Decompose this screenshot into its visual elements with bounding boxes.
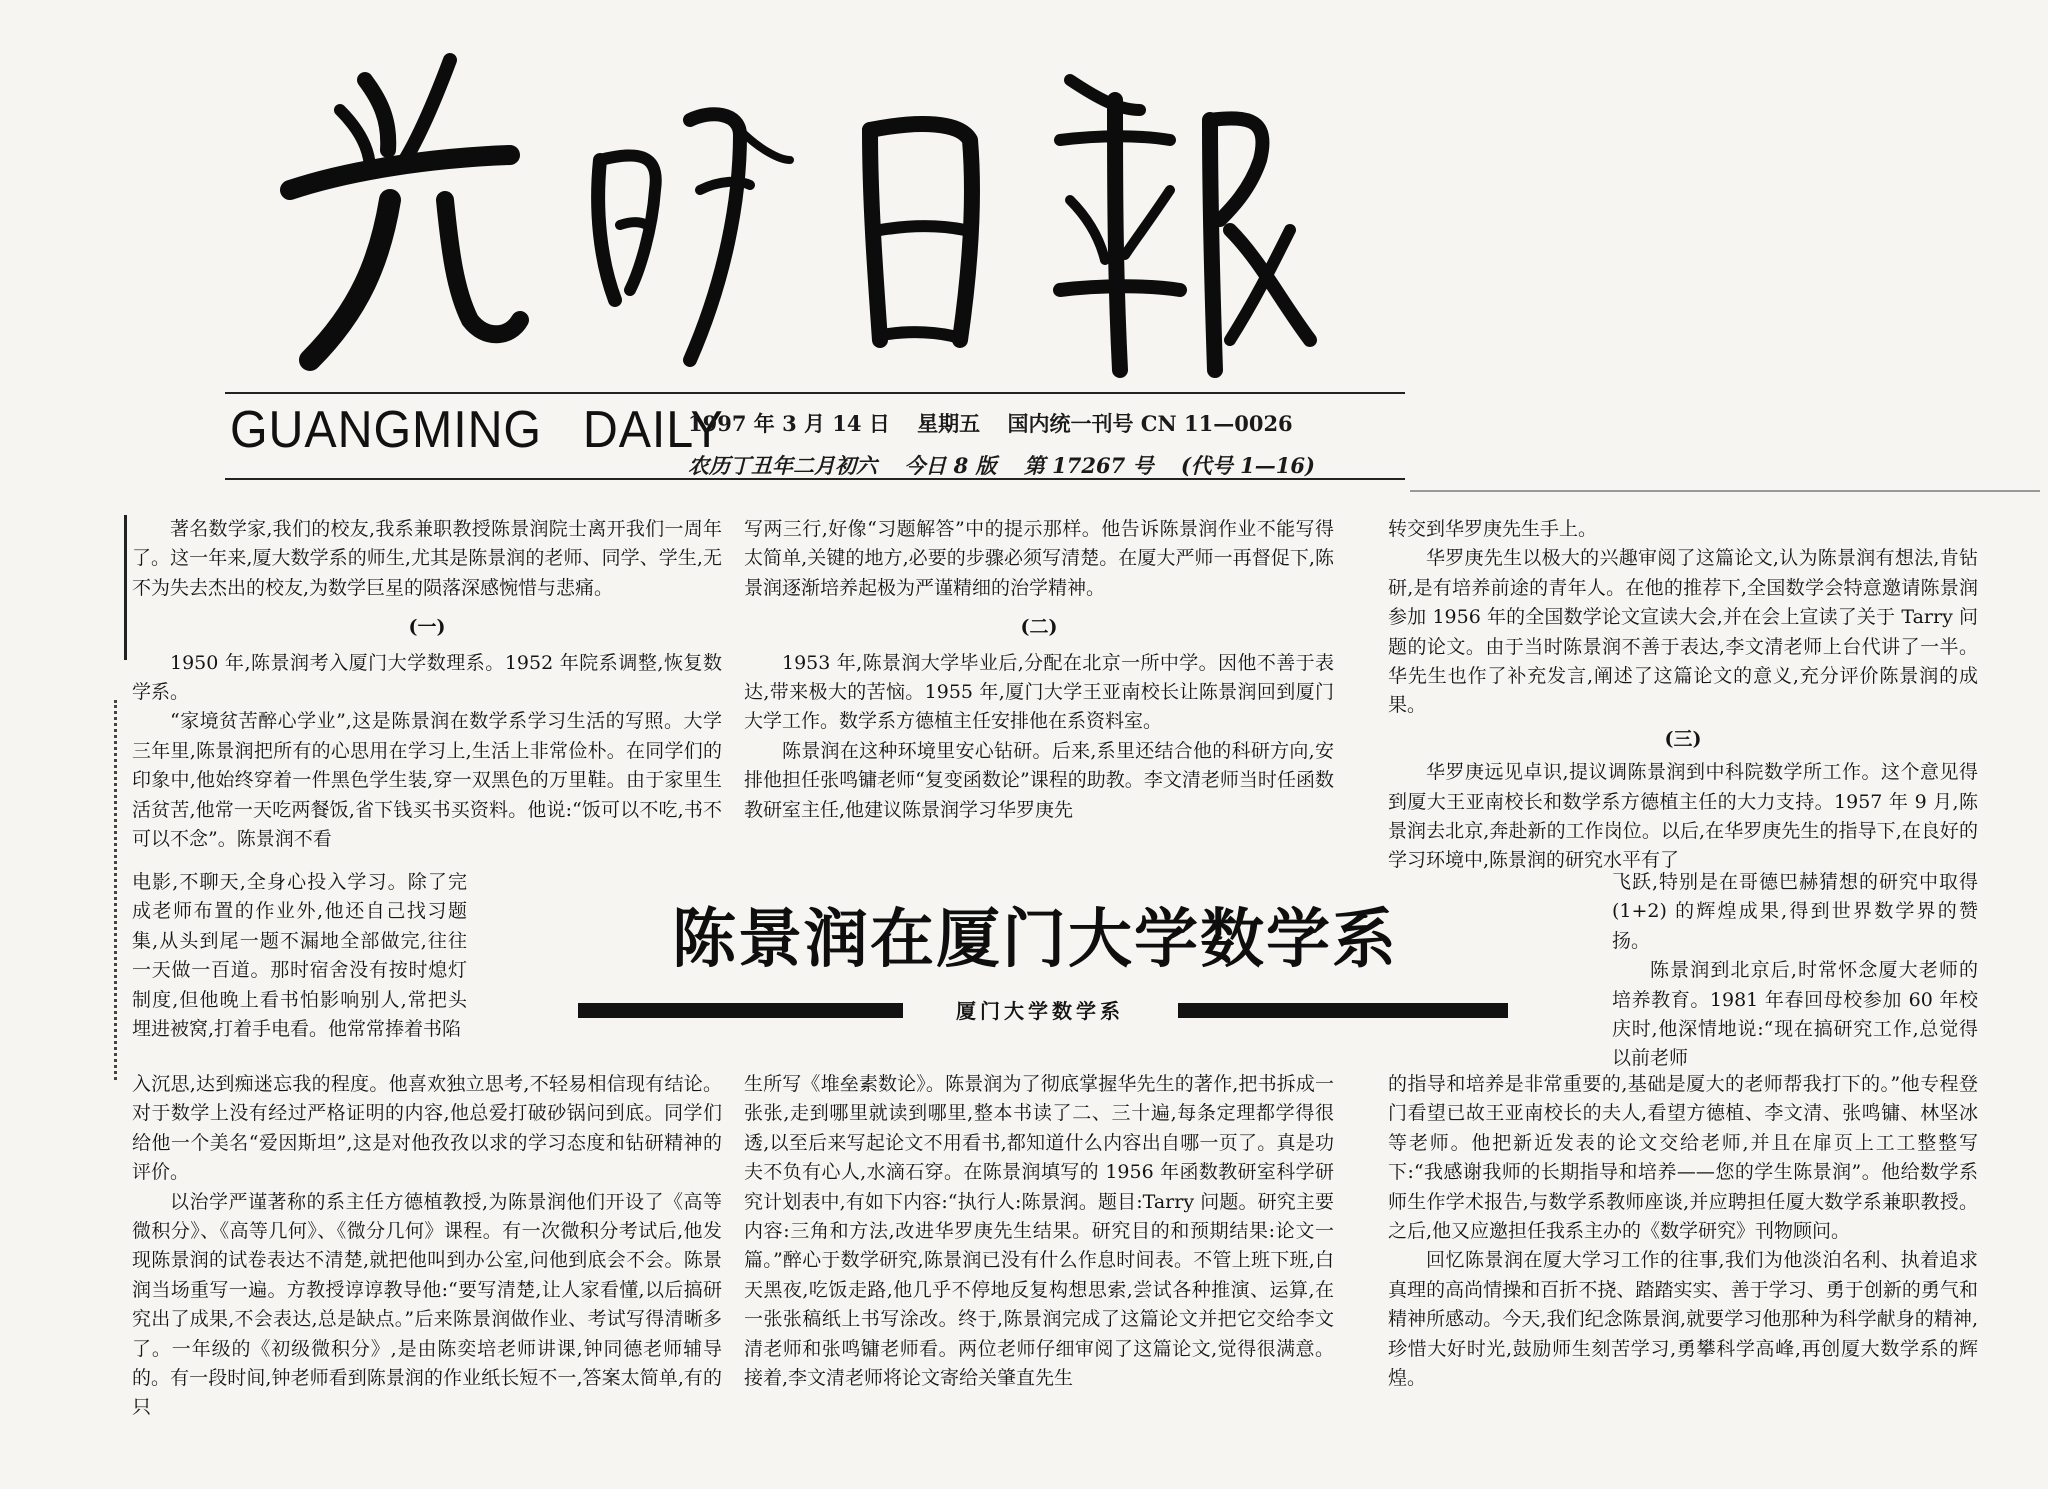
english-paper-name xyxy=(230,400,724,460)
masthead-calligraphy-logo xyxy=(270,40,1350,400)
page-fold-line xyxy=(1410,490,2040,492)
paragraph: 陈景润在这种环境里安心钻研。后来,系里还结合他的科研方向,安排他担任张鸣镛老师“复变函数论”课程的助教。李文清老师当时任函数教研室主任,他建议陈景润学习华罗庚先 xyxy=(744,739,1334,821)
lunar-date: 农历丁丑年二月初六 xyxy=(688,453,877,478)
paragraph: 的指导和培养是非常重要的,基础是厦大的老师帮我打下的。”他专程登门看望已故王亚南校长的夫人,看望方德植、李文清、张鸣镛、林坚冰等老师。他把新近发表的论文交给老师,并且在扉页上工工整整写下:“我感谢我师的长期指导和培养——您的学生陈景润”。他给数学系师生作学术报告,与数学系教师座谈,并应聘担任厦大数学系兼职教授。之后,他又应邀担任我系主办的《数学研究》刊物顾问。 xyxy=(1388,1073,1978,1243)
column-3-bottom xyxy=(1388,1070,1978,1393)
column-3-narrow xyxy=(1612,868,1978,1074)
paragraph: 生所写《堆垒素数论》。陈景润为了彻底掌握华先生的著作,把书拆成一张张,走到哪里就读到哪里,整本书读了二、三十遍,每条定理都学得很透,以至后来写起论文不用看书,都知道什么内容出自哪一页了。真是功夫不负有心人,水滴石穿。在陈景润填写的 1956 年函数教研室科学研究计划表中,有如下内容:“执行人:陈景润。题目:Tarry 问题。研究主要内容:三角和方法,改进华罗庚先生结果。研究目的和预期结果:论文一篇。”醉心于数学研究,陈景润已没有什么作息时间表。不管上班下班,白天黑夜,吃饭走路,他几乎不停地反复构想思索,尝试各种推演、运算,在一张张稿纸上书写涂改。终于,陈景润完成了这篇论文并把它交给李文清老师和张鸣镛老师看。两位老师仔细审阅了这篇论文,觉得很满意。接着,李文清老师将论文寄给关肇直先生 xyxy=(744,1073,1334,1390)
issue-number: 第 17267 号 xyxy=(1023,453,1154,478)
article-headline: 陈景润在厦门大学数学系 xyxy=(672,903,1398,977)
paragraph: 电影,不聊天,全身心投入学习。除了完成老师布置的作业外,他还自己找习题集,从头到尾一题不漏地全部做完,往往一天做一百道。那时宿舍没有按时熄灯制度,但他晚上看书怕影响别人,常把头埋进被窝,打着手电看。他常常捧着书陷 xyxy=(132,871,467,1041)
paragraph: 飞跃,特别是在哥德巴赫猜想的研究中取得 (1+2) 的辉煌成果,得到世界数学界的赞扬。 xyxy=(1612,871,1978,952)
english-name-word-2: DAILY xyxy=(582,401,724,459)
column-2-top xyxy=(744,515,1334,825)
byline-bar-left xyxy=(578,1003,903,1018)
page-count: 今日 8 版 xyxy=(904,453,997,478)
section-heading-2: (二) xyxy=(1020,616,1058,639)
paragraph: 陈景润到北京后,时常怀念厦大老师的培养教育。1981 年春回母校参加 60 年校庆时,他深情地说:“现在搞研究工作,总觉得以前老师 xyxy=(1612,959,1978,1070)
dotted-margin-rule xyxy=(114,700,117,1080)
masthead-top-rule xyxy=(225,392,1405,394)
issue-date-line xyxy=(688,408,1313,438)
paragraph: 转交到华罗庚先生手上。 xyxy=(1388,518,1598,540)
column-2-bottom xyxy=(744,1070,1334,1393)
column-1-top xyxy=(132,515,722,854)
paragraph: 回忆陈景润在厦大学习工作的往事,我们为他淡泊名利、执着追求真理的高尚情操和百折不挠、踏踏实实、善于学习、勇于创新的勇气和精神所感动。今天,我们纪念陈景润,就要学习他那种为科学献身的精神,珍惜大好时光,鼓励师生刻苦学习,勇攀科学高峰,再创厦大数学系的辉煌。 xyxy=(1388,1249,1978,1390)
issue-info-line xyxy=(688,450,1335,480)
paragraph: 写两三行,好像“习题解答”中的提示那样。他告诉陈景润作业不能写得太简单,关键的地方,必要的步骤必须写清楚。在厦大严师一再督促下,陈景润逐渐培养起极为严谨精细的治学精神。 xyxy=(744,518,1334,599)
paragraph: 1950 年,陈景润考入厦门大学数理系。1952 年院系调整,恢复数学系。 xyxy=(132,651,722,704)
paragraph: “家境贫苦醉心学业”,这是陈景润在数学系学习生活的写照。大学三年里,陈景润把所有的心思用在学习上,生活上非常俭朴。在同学们的印象中,他始终穿着一件黑色学生装,穿一双黑色的万里鞋。由于家里生活贫苦,他常一天吃两餐饭,省下钱买书买资料。他说:“饭可以不吃,书不可以不念”。陈景润不看 xyxy=(132,710,722,851)
issue-date: 1997 年 3 月 14 日 xyxy=(688,411,890,436)
section-heading-1: (一) xyxy=(408,616,446,639)
column-1-bottom xyxy=(132,1070,722,1423)
paragraph: 华罗庚先生以极大的兴趣审阅了这篇论文,认为陈景润有想法,肯钻研,是有培养前途的青年人。在他的推荐下,全国数学会特意邀请陈景润参加 1956 年的全国数学论文宣读大会,并在会上宣读了关于 Tarry 问题的论文。由于当时陈景润不善于表达,李文清老师上台代讲了一半。华先生也作了补充发言,阐述了这篇论文的意义,充分评价陈景润的成果。 xyxy=(1388,547,1978,717)
byline-bar-right xyxy=(1178,1003,1508,1018)
paragraph: 1953 年,陈景润大学毕业后,分配在北京一所中学。因他不善于表达,带来极大的苦恼。1955 年,厦门大学王亚南校长让陈景润回到厦门大学工作。数学系方德植主任安排他在系资料室。 xyxy=(744,651,1334,733)
paragraph: 以治学严谨著称的系主任方德植教授,为陈景润他们开设了《高等微积分》、《高等几何》、《微分几何》课程。有一次微积分考试后,他发现陈景润的试卷表达不清楚,就把他叫到办公室,问他到底会不会。陈景润当场重写一遍。方教授谆谆教导他:“要写清楚,让人家看懂,以后搞研究出了成果,不会表达,总是缺点。”后来陈景润做作业、考试写得清晰多了。一年级的《初级微积分》,是由陈奕培老师讲课,钟同德老师辅导的。有一段时间,钟老师看到陈景润的作业纸长短不一,答案太简单,有的只 xyxy=(132,1190,722,1419)
issue-serial-number: 国内统一刊号 CN 11—0026 xyxy=(1007,411,1293,436)
column-3-top xyxy=(1388,515,1978,876)
paragraph: 著名数学家,我们的校友,我系兼职教授陈景润院士离开我们一周年了。这一年来,厦大数学系的师生,尤其是陈景润的老师、同学、学生,无不为失去杰出的校友,为数学巨星的陨落深感惋惜与悲痛。 xyxy=(132,518,722,599)
paragraph: 华罗庚远见卓识,提议调陈景润到中科院数学所工作。这个意见得到厦大王亚南校长和数学系方德植主任的大力支持。1957 年 9 月,陈景润去北京,奔赴新的工作岗位。以后,在华罗庚先生的指导下,在良好的学习环境中,陈景润的研究水平有了 xyxy=(1388,761,1978,872)
postal-code: (代号 1—16) xyxy=(1180,453,1315,478)
english-name-word-1: GUANGMING xyxy=(230,401,542,459)
article-byline: 厦门大学数学系 xyxy=(956,999,1124,1023)
section-heading-3: (三) xyxy=(1664,727,1702,750)
issue-weekday: 星期五 xyxy=(917,411,981,436)
paragraph: 入沉思,达到痴迷忘我的程度。他喜欢独立思考,不轻易相信现有结论。对于数学上没有经过严格证明的内容,他总爱打破砂锅问到底。同学们给他一个美名“爱因斯坦”,这是对他孜孜以求的学习态度和钻研精神的评价。 xyxy=(132,1073,722,1184)
intro-side-rule xyxy=(124,515,127,660)
column-1-narrow xyxy=(132,868,467,1044)
